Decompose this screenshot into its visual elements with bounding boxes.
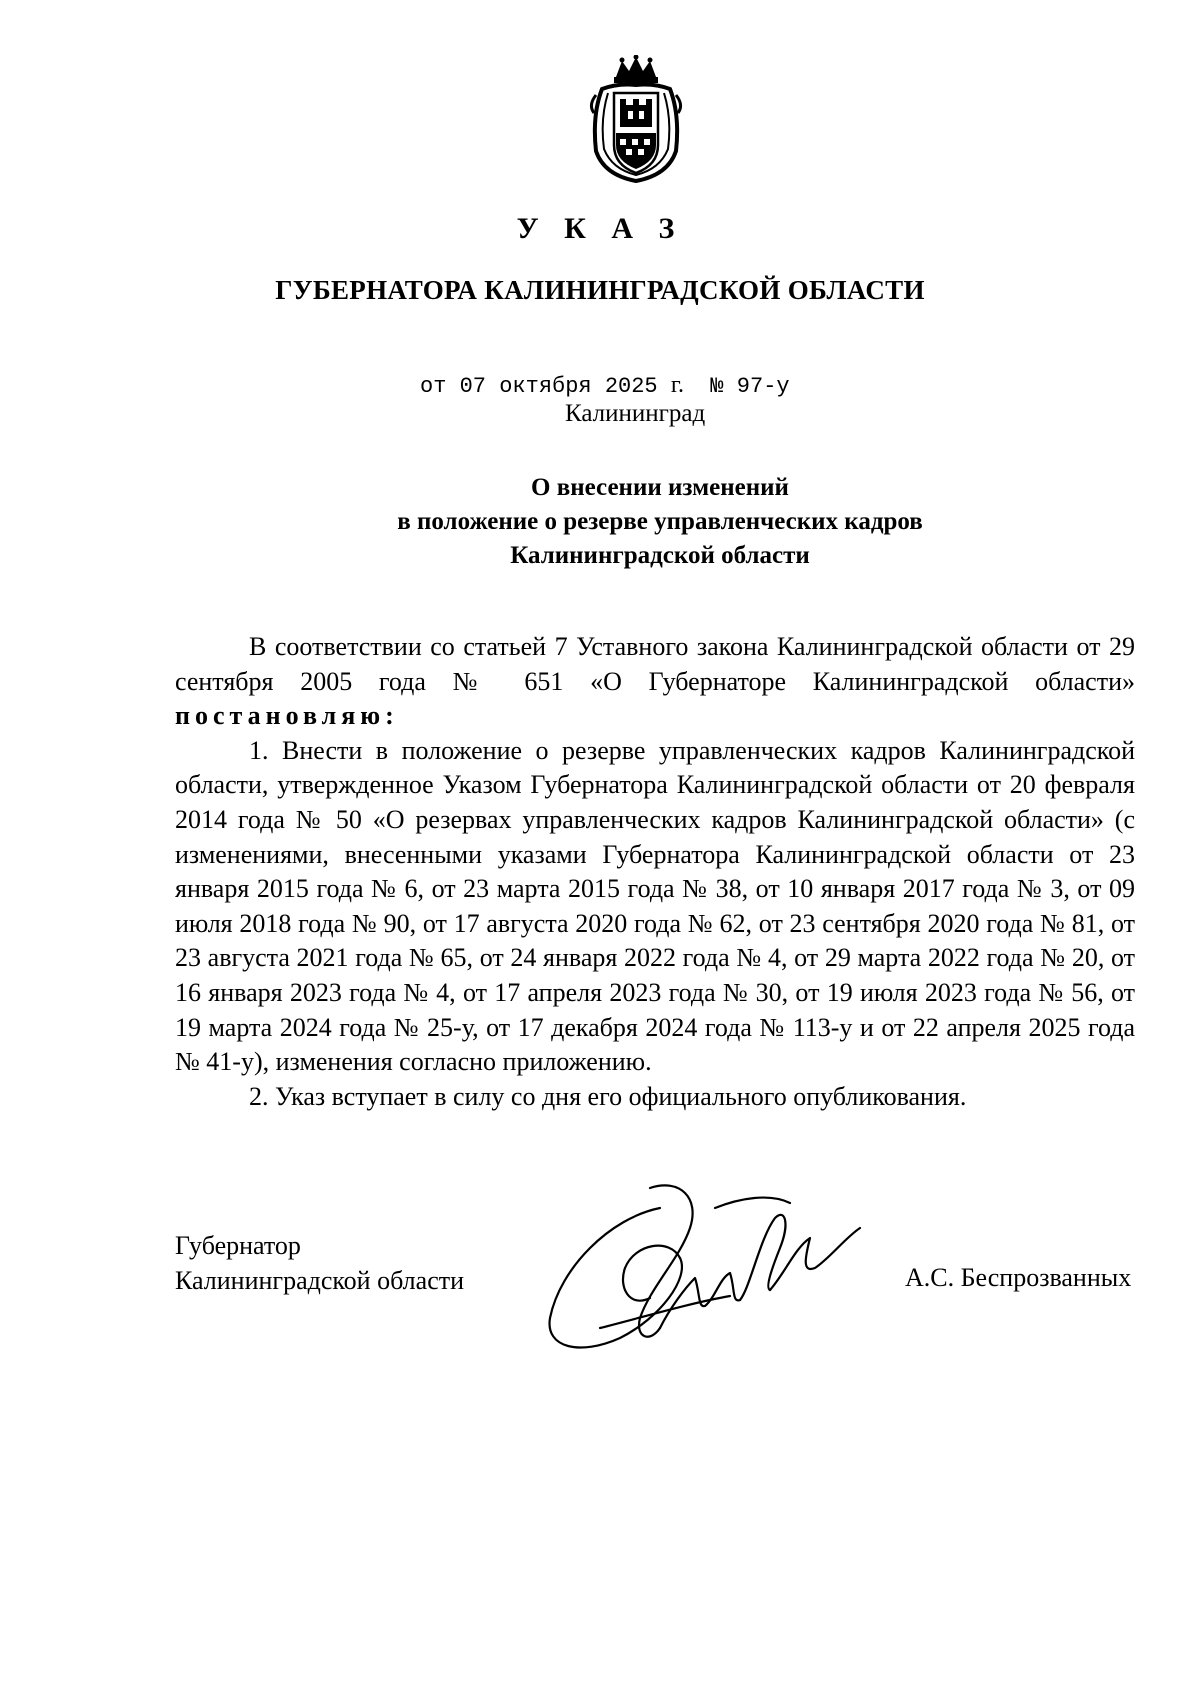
subject-line-2: в положение о резерве управленческих кадров xyxy=(397,508,923,535)
coat-of-arms-icon xyxy=(582,55,690,183)
item-1-paragraph: 1. Внести в положение о резерве управленческих кадров Калининградской области, утвержденное Указом Губернатора Калининградской области от 20 февраля 2014 года № 50 «О резервах управленческих кадров Калининградской области» (с изменениями, внесенными указами Губернатора Калининградской области от 23 января 2015 года № 6, от 23 марта 2015 года № 38, от 10 января 2017 года № 3, от 09 июля 2018 года № 90, от 17 августа 2020 года № 62, от 23 сентября 2020 года № 81, от 23 августа 2021 года № 65, от 24 января 2022 года № 4, от 29 марта 2022 года № 20, от 16 января 2023 года № 4, от 17 апреля 2023 года № 30, от 19 июля 2023 года № 56, от 19 марта 2024 года № 25-у, от 17 декабря 2024 года № 113-у и от 22 апреля 2025 года № 41-у), изменения согласно приложению. xyxy=(175,735,1135,1077)
date-number-line xyxy=(420,372,840,399)
signatory-position xyxy=(175,1228,464,1298)
decree-word: постановляю: xyxy=(175,701,399,731)
subject-line-1: О внесении изменений xyxy=(531,474,789,501)
document-subject xyxy=(330,471,990,573)
handwritten-signature-icon xyxy=(540,1178,870,1363)
position-line-2: Калининградской области xyxy=(175,1266,465,1295)
signatory-name: А.С. Беспрозванных xyxy=(905,1263,1132,1292)
subject-line-3: Калининградской области xyxy=(510,542,810,569)
city-name: Калининград xyxy=(565,400,706,427)
document-number: № 97-у xyxy=(710,374,790,399)
preamble-text: В соответствии со статьей 7 Уставного закона Калининградской области от 29 сентября 2005 года № 651 «О Губернаторе Калининградской области» xyxy=(175,632,1135,696)
year-suffix: г. xyxy=(670,372,684,398)
preamble-paragraph xyxy=(175,630,1135,734)
item-2-paragraph: 2. Указ вступает в силу со дня его официального опубликования. xyxy=(249,1081,967,1111)
position-line-1: Губернатор xyxy=(175,1231,301,1260)
document-body xyxy=(175,630,1135,1114)
document-type-title: У К А З xyxy=(516,212,684,245)
document-date: от 07 октября 2025 xyxy=(420,374,658,399)
issuer-title: ГУБЕРНАТОРА КАЛИНИНГРАДСКОЙ ОБЛАСТИ xyxy=(275,275,925,305)
